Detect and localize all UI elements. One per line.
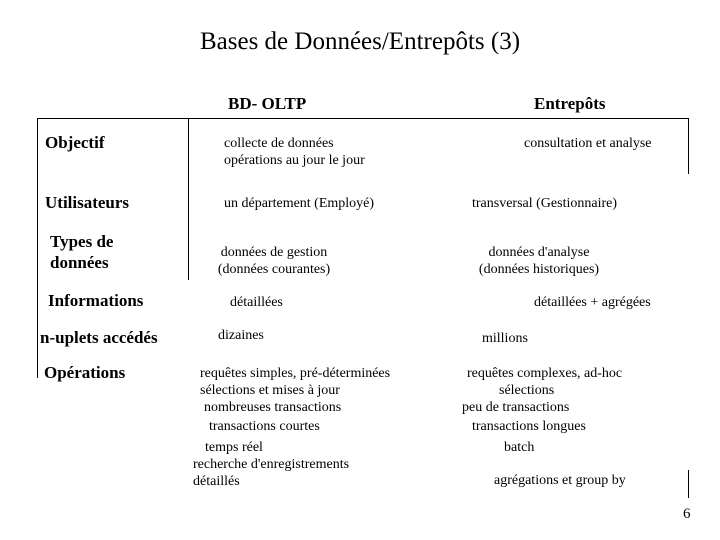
cell-line: requêtes complexes, ad-hoc — [467, 366, 623, 381]
row-label-line: données — [50, 253, 109, 272]
cell-line: transactions courtes — [209, 419, 320, 434]
cell-line: transactions longues — [472, 419, 586, 434]
slide-title: Bases de Données/Entrepôts (3) — [199, 28, 521, 55]
cell-line: agrégations et group by — [494, 473, 626, 488]
cell-line: sélections et mises à jour — [200, 383, 340, 398]
cell-line: opérations au jour le jour — [224, 153, 365, 168]
column-header-entrepots: Entrepôts — [534, 94, 606, 113]
table-top-rule — [37, 118, 689, 119]
cell-line: temps réel — [205, 440, 263, 455]
row-label-nuplets: n-uplets accédés — [40, 328, 158, 347]
column-divider — [188, 118, 189, 280]
row-label-types-de-donnees — [50, 231, 113, 273]
row-label-utilisateurs: Utilisateurs — [45, 193, 130, 212]
row-label-operations: Opérations — [44, 363, 126, 382]
page-number: 6 — [683, 506, 691, 522]
table-right-rule-bottom — [688, 470, 689, 498]
cell-line: données d'analyse — [488, 245, 590, 260]
row-label-line: Types de — [50, 232, 114, 251]
cell-line: peu de transactions — [462, 400, 570, 415]
table-right-rule — [688, 118, 689, 174]
cell-line: consultation et analyse — [524, 136, 652, 151]
cell-line: (données historiques) — [478, 262, 600, 277]
cell-utilisateurs-oltp: un département (Employé) — [224, 196, 375, 211]
cell-line: collecte de données — [224, 136, 334, 151]
cell-line: batch — [504, 440, 535, 455]
cell-types-entrepots — [466, 244, 612, 278]
cell-line: données de gestion — [220, 245, 328, 260]
row-label-objectif: Objectif — [45, 133, 105, 152]
row-label-informations: Informations — [48, 291, 144, 310]
cell-line: nombreuses transactions — [204, 400, 342, 415]
table-left-rule — [37, 118, 38, 378]
cell-types-oltp — [200, 244, 348, 278]
cell-line: (données courantes) — [217, 262, 331, 277]
cell-line: détaillés — [193, 474, 240, 489]
cell-line: requêtes simples, pré-déterminées — [200, 366, 391, 381]
cell-informations-entrepots: détaillées + agrégées — [534, 295, 651, 310]
cell-informations-oltp: détaillées — [230, 295, 283, 310]
cell-operations-oltp — [193, 365, 433, 490]
cell-nuplets-oltp: dizaines — [218, 328, 264, 343]
cell-operations-entrepots — [462, 365, 682, 489]
column-header-oltp: BD- OLTP — [228, 94, 307, 113]
cell-utilisateurs-entrepots: transversal (Gestionnaire) — [472, 196, 617, 211]
cell-line: recherche d'enregistrements — [193, 457, 350, 472]
cell-nuplets-entrepots: millions — [482, 331, 528, 346]
cell-objectif-oltp — [224, 135, 365, 169]
cell-line: sélections — [499, 383, 555, 398]
cell-objectif-entrepots — [524, 135, 652, 152]
